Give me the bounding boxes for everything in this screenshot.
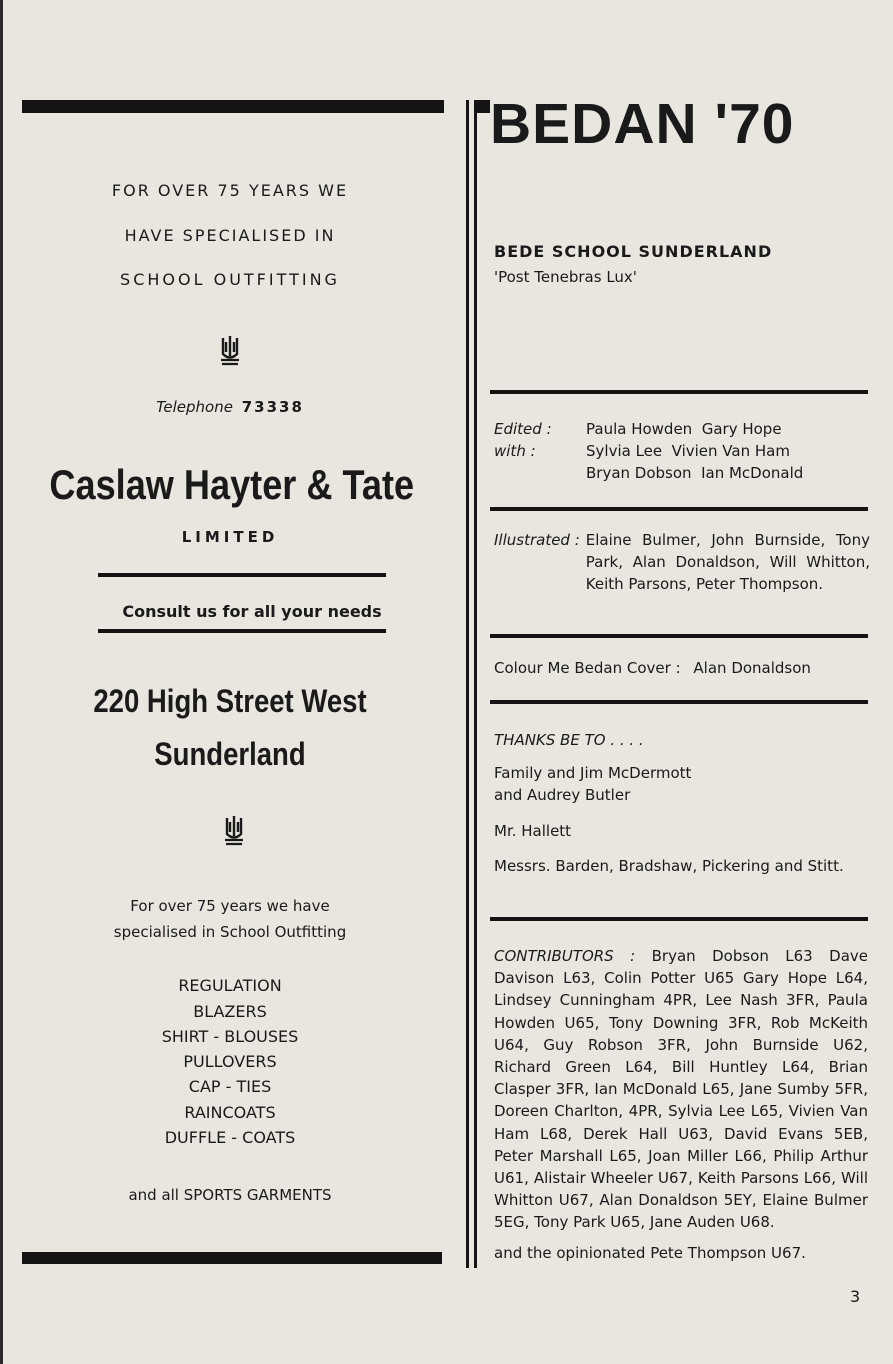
contributors-label: CONTRIBUTORS : <box>494 947 636 965</box>
consult-bottom-rule <box>98 629 386 633</box>
contributors-block <box>494 945 868 1234</box>
product-item: SHIRT - BLOUSES <box>161 1027 299 1046</box>
ad-intro-line-3: SCHOOL OUTFITTING <box>120 270 340 289</box>
section-rule <box>490 634 868 638</box>
with-label: with : <box>494 442 536 460</box>
title-rule-connector <box>476 100 490 113</box>
edited-label: Edited : <box>494 420 552 438</box>
page-edge <box>0 0 3 1364</box>
thanks-label: THANKS BE TO . . . . <box>494 731 644 749</box>
sports-garments: and all SPORTS GARMENTS <box>128 1186 332 1204</box>
thanks-messrs: Messrs. Barden, Bradshaw, Pickering and Stitt. <box>494 857 844 875</box>
ad-top-border <box>22 100 444 113</box>
consult-slogan: Consult us for all your needs <box>122 602 382 621</box>
section-rule <box>490 700 868 704</box>
editors-row-3 <box>494 462 870 484</box>
specialised-line-1: For over 75 years we have <box>130 897 330 915</box>
product-item: DUFFLE - COATS <box>164 1128 296 1147</box>
column-divider <box>466 100 469 1268</box>
magazine-title: BEDAN '70 <box>490 92 795 156</box>
with-row <box>494 440 870 462</box>
contributors-list: Bryan Dobson L63 Dave Davison L63, Colin Potter U65 Gary Hope L64, Lindsey Cunningham 4PR, Lee Nash 3FR, Paula Howden U65, Tony Downing 3FR, Rob McKeith U64, Guy Robson 3FR, John Burnside U62, Richard Green L64, Bill Huntley L64, Brian Clasper 3FR, Ian McDonald L65, Jane Sumby 5FR, Doreen Charlton, 4PR, Sylvia Lee L65, Vivien Van Ham L68, Derek Hall U63, David Evans 5EB, Peter Marshall L65, Joan Miller L66, Philip Arthur U61, Alistair Wheeler U67, Keith Parsons L66, Will Whitton U67, Alan Donaldson 5EY, Elaine Bulmer 5EG, Tony Park U65, Jane Auden U68. <box>494 947 868 1232</box>
telephone-number: 73338 <box>241 398 304 416</box>
illustrated-label: Illustrated : <box>494 531 580 549</box>
company-limited: LIMITED <box>181 528 279 546</box>
editors-block <box>494 418 870 484</box>
crown-emblem-icon <box>218 334 242 368</box>
ad-telephone <box>20 398 440 416</box>
column-divider <box>474 100 477 1268</box>
address-street: 220 High Street West <box>93 683 367 719</box>
ad-intro-line-2: HAVE SPECIALISED IN <box>124 226 336 245</box>
page-number: 3 <box>850 1287 861 1306</box>
thanks-line-1: Family and Jim McDermott <box>494 764 692 782</box>
editors-line-3: Bryan Dobson Ian McDonald <box>586 464 804 482</box>
specialised-line-2: specialised in School Outfitting <box>113 923 347 941</box>
contributors-closing: and the opinionated Pete Thompson U67. <box>494 1244 806 1262</box>
section-rule <box>490 917 868 921</box>
thanks-hallett: Mr. Hallett <box>494 822 572 840</box>
cover-credit <box>494 657 870 679</box>
thanks-line-2: and Audrey Butler <box>494 786 631 804</box>
illustrated-names: Elaine Bulmer, John Burnside, Tony Park, Alan Donaldson, Will Whitton, Keith Parsons, Peter Thompson. <box>585 531 870 593</box>
crown-emblem-icon-2 <box>222 814 246 848</box>
ad-bottom-border <box>22 1252 442 1264</box>
edited-row <box>494 418 870 440</box>
ad-intro-line-1: FOR OVER 75 YEARS WE <box>111 181 349 200</box>
product-item: BLAZERS <box>193 1002 267 1021</box>
telephone-label: Telephone <box>156 398 233 416</box>
editors-line-2: Sylvia Lee Vivien Van Ham <box>586 442 790 460</box>
cover-name: Alan Donaldson <box>693 659 811 677</box>
cover-label: Colour Me Bedan Cover : <box>494 659 681 677</box>
editors-line-1: Paula Howden Gary Hope <box>586 420 782 438</box>
consult-top-rule <box>98 573 386 577</box>
company-name: Caslaw Hayter & Tate <box>49 461 415 508</box>
school-motto: 'Post Tenebras Lux' <box>494 268 637 286</box>
section-rule <box>490 507 868 511</box>
product-item: RAINCOATS <box>184 1103 276 1122</box>
product-item: PULLOVERS <box>183 1052 277 1071</box>
school-name: BEDE SCHOOL SUNDERLAND <box>494 242 773 261</box>
illustrated-block <box>494 529 870 595</box>
product-item: REGULATION <box>178 976 282 995</box>
section-rule <box>490 390 868 394</box>
product-item: CAP - TIES <box>188 1077 272 1096</box>
address-city: Sunderland <box>154 736 306 772</box>
